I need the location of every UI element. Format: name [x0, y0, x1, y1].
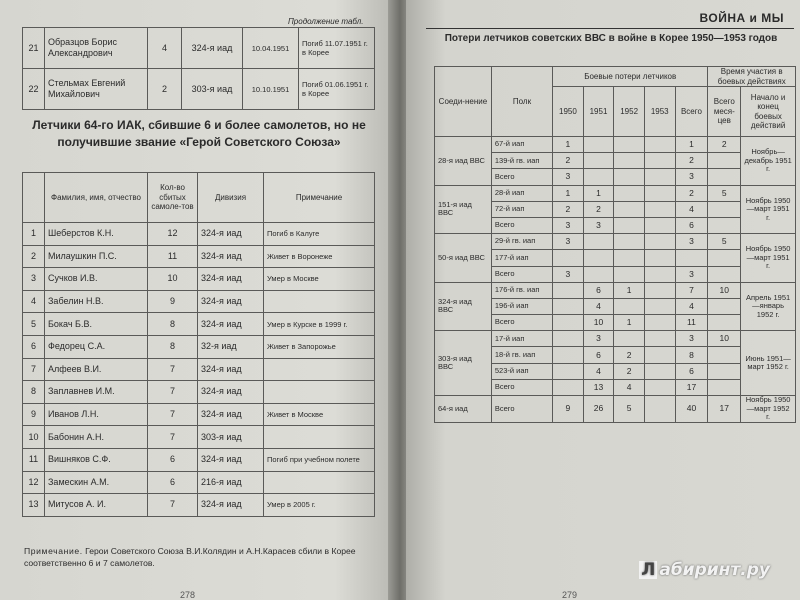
loss-y1953	[644, 234, 675, 250]
loss-y1951	[583, 169, 614, 185]
loss-total: 6	[675, 363, 708, 379]
pilot-name: Милаушкин П.С.	[45, 245, 148, 268]
table-row	[435, 185, 796, 201]
regiment-name: 177-й иап	[491, 250, 552, 266]
months-count	[708, 347, 741, 363]
months-count	[708, 298, 741, 314]
loss-total: 3	[675, 266, 708, 282]
loss-y1952	[614, 331, 645, 347]
months-count	[708, 250, 741, 266]
note-cell: Погиб 11.07.1951 г. в Корее	[299, 28, 375, 69]
row-number: 6	[23, 335, 45, 358]
award-date: 10.04.1951	[243, 28, 299, 69]
regiment-name: 523-й иап	[491, 363, 552, 379]
header-division: Дивизия	[198, 173, 264, 223]
regiment-name: Всего	[491, 396, 552, 423]
loss-y1951: 26	[583, 396, 614, 423]
right-page	[406, 0, 800, 600]
loss-total: 4	[675, 298, 708, 314]
award-date: 10.10.1951	[243, 69, 299, 110]
loss-y1950	[553, 363, 584, 379]
table-row	[23, 471, 375, 494]
loss-y1950: 1	[553, 137, 584, 153]
table-row	[23, 245, 375, 268]
table-row	[23, 290, 375, 313]
regiment-name: 17-й иап	[491, 331, 552, 347]
row-number: 7	[23, 358, 45, 381]
note-cell: Погиб при учебном полете	[264, 448, 375, 471]
unit-name: 303-я иад ВВС	[435, 331, 492, 396]
loss-total: 8	[675, 347, 708, 363]
regiment-name: Всего	[491, 315, 552, 331]
loss-y1951: 2	[583, 201, 614, 217]
loss-y1952: 4	[614, 379, 645, 395]
regiment-name: 67-й иап	[491, 137, 552, 153]
period-cell: Ноябрь 1950—март 1951 г.	[741, 185, 796, 234]
unit-name: 151-я иад ВВС	[435, 185, 492, 234]
months-count: 10	[708, 282, 741, 298]
regiment-name: 176-й гв. иап	[491, 282, 552, 298]
division: 32-я иад	[198, 335, 264, 358]
note-cell: Живет в Запорожье	[264, 335, 375, 358]
loss-y1950	[553, 250, 584, 266]
period-cell: Июнь 1951—март 1952 г.	[741, 331, 796, 396]
period-cell: Апрель 1951—январь 1952 г.	[741, 282, 796, 331]
loss-y1950: 2	[553, 153, 584, 169]
header-1953: 1953	[644, 87, 675, 137]
losses-table	[434, 66, 796, 423]
kills-count: 10	[148, 268, 198, 291]
unit-name: 324-я иад ВВС	[435, 282, 492, 331]
loss-y1952	[614, 201, 645, 217]
row-number: 2	[23, 245, 45, 268]
loss-y1952	[614, 153, 645, 169]
kills-count: 4	[148, 28, 182, 69]
months-count	[708, 201, 741, 217]
note-cell: Умер в Москве	[264, 268, 375, 291]
table-row	[23, 426, 375, 449]
loss-y1952	[614, 137, 645, 153]
kills-count: 7	[148, 426, 198, 449]
division: 324-я иад	[198, 223, 264, 246]
table-row	[435, 137, 796, 153]
row-number: 10	[23, 426, 45, 449]
loss-y1953	[644, 379, 675, 395]
table-row	[435, 396, 796, 423]
months-count	[708, 169, 741, 185]
division: 324-я иад	[198, 290, 264, 313]
loss-y1951: 6	[583, 347, 614, 363]
header-kills: Кол-во сбитых самоле-тов	[148, 173, 198, 223]
header-unit: Соеди-нение	[435, 67, 492, 137]
table-row	[23, 335, 375, 358]
regiment-name: 28-й иап	[491, 185, 552, 201]
footnote-text: Герои Советского Союза В.И.Колядин и А.Н.Карасев сбили в Корее соответственно 6 и 7 самолетов.	[24, 546, 356, 568]
loss-total: 6	[675, 217, 708, 233]
loss-y1953	[644, 201, 675, 217]
row-number: 8	[23, 381, 45, 404]
division: 303-я иад	[182, 69, 243, 110]
loss-y1950	[553, 282, 584, 298]
kills-count: 2	[148, 69, 182, 110]
running-header-text: ВОЙНА и МЫ	[699, 11, 784, 25]
regiment-name: 72-й иап	[491, 201, 552, 217]
loss-total: 3	[675, 169, 708, 185]
loss-y1952	[614, 250, 645, 266]
loss-y1951	[583, 153, 614, 169]
loss-y1951	[583, 266, 614, 282]
loss-y1951: 10	[583, 315, 614, 331]
months-count: 5	[708, 185, 741, 201]
table-row	[23, 381, 375, 404]
table-row	[435, 282, 796, 298]
regiment-name: Всего	[491, 217, 552, 233]
running-header	[426, 8, 794, 29]
pilot-name: Стельмах Евгений Михайлович	[45, 69, 148, 110]
loss-y1950	[553, 331, 584, 347]
kills-count: 6	[148, 448, 198, 471]
regiment-name: 196-й иап	[491, 298, 552, 314]
loss-y1952: 5	[614, 396, 645, 423]
loss-y1950	[553, 298, 584, 314]
loss-y1953	[644, 282, 675, 298]
header-total: Всего	[675, 87, 708, 137]
note-cell	[264, 381, 375, 404]
row-number: 4	[23, 290, 45, 313]
watermark-logo	[639, 560, 770, 580]
regiment-name: 18-й гв. иап	[491, 347, 552, 363]
pilot-name: Вишняков С.Ф.	[45, 448, 148, 471]
loss-y1952	[614, 217, 645, 233]
right-table-title: Потери летчиков советских ВВС в войне в Корее 1950—1953 годов	[444, 33, 778, 44]
row-number: 11	[23, 448, 45, 471]
table-row	[23, 448, 375, 471]
row-number: 12	[23, 471, 45, 494]
months-count	[708, 217, 741, 233]
continuation-table	[22, 27, 375, 110]
division: 324-я иад	[198, 358, 264, 381]
pilot-name: Забелин Н.В.	[45, 290, 148, 313]
row-number: 1	[23, 223, 45, 246]
loss-total: 40	[675, 396, 708, 423]
months-count	[708, 315, 741, 331]
loss-y1951: 1	[583, 185, 614, 201]
kills-count: 8	[148, 313, 198, 336]
loss-y1952: 2	[614, 363, 645, 379]
loss-y1953	[644, 298, 675, 314]
note-cell	[264, 290, 375, 313]
period-cell: Ноябрь 1950—март 1951 г.	[741, 234, 796, 283]
pilot-name: Алфеев В.И.	[45, 358, 148, 381]
loss-y1953	[644, 185, 675, 201]
section-title: Летчики 64-го ИАК, сбившие 6 и более самолетов, но не получившие звание «Герой Советского Союза»	[32, 118, 366, 149]
division: 324-я иад	[198, 448, 264, 471]
pilot-name: Бабонин А.Н.	[45, 426, 148, 449]
regiment-name: 139-й гв. иап	[491, 153, 552, 169]
row-number: 3	[23, 268, 45, 291]
loss-total: 17	[675, 379, 708, 395]
header-participation: Время участия в боевых действиях	[708, 67, 796, 87]
logo-text: абиринт.ру	[659, 560, 770, 580]
regiment-name: 29-й гв. иап	[491, 234, 552, 250]
months-count: 2	[708, 137, 741, 153]
loss-y1951: 4	[583, 363, 614, 379]
loss-y1953	[644, 266, 675, 282]
loss-y1951: 6	[583, 282, 614, 298]
pilot-name: Образцов Борис Александрович	[45, 28, 148, 69]
months-count: 17	[708, 396, 741, 423]
division: 216-я иад	[198, 471, 264, 494]
loss-total: 3	[675, 234, 708, 250]
regiment-name: Всего	[491, 266, 552, 282]
pilot-name: Заплавнев И.М.	[45, 381, 148, 404]
division: 303-я иад	[198, 426, 264, 449]
table-row	[23, 268, 375, 291]
pilot-name: Федорец С.А.	[45, 335, 148, 358]
loss-y1953	[644, 396, 675, 423]
pilot-name: Сучков И.В.	[45, 268, 148, 291]
kills-count: 11	[148, 245, 198, 268]
note-cell	[264, 426, 375, 449]
loss-y1953	[644, 363, 675, 379]
loss-y1952	[614, 298, 645, 314]
loss-y1953	[644, 250, 675, 266]
months-count	[708, 266, 741, 282]
table-row	[435, 234, 796, 250]
pilot-name: Бокач Б.В.	[45, 313, 148, 336]
loss-y1951	[583, 137, 614, 153]
row-number: 21	[23, 28, 45, 69]
division: 324-я иад	[198, 494, 264, 517]
division: 324-я иад	[198, 313, 264, 336]
loss-y1950	[553, 315, 584, 331]
loss-y1952: 1	[614, 315, 645, 331]
footnote-label: Примечание.	[24, 546, 83, 556]
loss-total: 1	[675, 137, 708, 153]
loss-y1950: 3	[553, 217, 584, 233]
header-name: Фамилия, имя, отчество	[45, 173, 148, 223]
note-cell: Живет в Москве	[264, 403, 375, 426]
table-row	[23, 403, 375, 426]
months-count: 10	[708, 331, 741, 347]
loss-y1953	[644, 331, 675, 347]
loss-total: 7	[675, 282, 708, 298]
loss-y1951: 13	[583, 379, 614, 395]
loss-y1953	[644, 347, 675, 363]
table-row	[435, 331, 796, 347]
months-count	[708, 153, 741, 169]
loss-y1952	[614, 185, 645, 201]
kills-count: 7	[148, 381, 198, 404]
note-cell: Живет в Воронеже	[264, 245, 375, 268]
note-cell	[264, 358, 375, 381]
loss-y1951	[583, 234, 614, 250]
row-number: 9	[23, 403, 45, 426]
table-row	[23, 28, 375, 69]
table-row	[23, 223, 375, 246]
pilot-name: Митусов А. И.	[45, 494, 148, 517]
row-number: 5	[23, 313, 45, 336]
left-page	[0, 0, 394, 600]
loss-y1950: 9	[553, 396, 584, 423]
loss-y1952: 1	[614, 282, 645, 298]
header-note: Примечание	[264, 173, 375, 223]
loss-y1952	[614, 266, 645, 282]
table-row	[23, 358, 375, 381]
loss-y1950	[553, 379, 584, 395]
loss-total: 2	[675, 153, 708, 169]
continuation-label: Продолжение табл.	[288, 17, 364, 26]
kills-count: 9	[148, 290, 198, 313]
regiment-name: Всего	[491, 169, 552, 185]
loss-y1950	[553, 347, 584, 363]
kills-count: 8	[148, 335, 198, 358]
table-row	[23, 69, 375, 110]
footnote	[24, 545, 374, 569]
division: 324-я иад	[198, 381, 264, 404]
header-1950: 1950	[553, 87, 584, 137]
loss-y1951	[583, 250, 614, 266]
note-cell: Умер в 2005 г.	[264, 494, 375, 517]
note-cell: Погиб в Калуге	[264, 223, 375, 246]
loss-y1951: 3	[583, 331, 614, 347]
note-cell: Погиб 01.06.1951 г. в Корее	[299, 69, 375, 110]
loss-y1951: 3	[583, 217, 614, 233]
kills-count: 7	[148, 494, 198, 517]
header-losses: Боевые потери летчиков	[553, 67, 708, 87]
kills-count: 12	[148, 223, 198, 246]
pilot-name: Замескин А.М.	[45, 471, 148, 494]
header-1951: 1951	[583, 87, 614, 137]
loss-y1953	[644, 315, 675, 331]
kills-count: 7	[148, 358, 198, 381]
division: 324-я иад	[198, 245, 264, 268]
months-count	[708, 379, 741, 395]
logo-mark: Л	[641, 560, 656, 580]
division: 324-я иад	[182, 28, 243, 69]
unit-name: 50-я иад ВВС	[435, 234, 492, 283]
loss-y1953	[644, 153, 675, 169]
pilot-name: Иванов Л.Н.	[45, 403, 148, 426]
pilots-table	[22, 172, 375, 517]
loss-total: 3	[675, 331, 708, 347]
loss-y1953	[644, 217, 675, 233]
kills-count: 6	[148, 471, 198, 494]
table-row	[23, 313, 375, 336]
unit-name: 28-я иад ВВС	[435, 137, 492, 186]
row-number: 22	[23, 69, 45, 110]
loss-total: 11	[675, 315, 708, 331]
loss-y1953	[644, 137, 675, 153]
header-period: Начало и конец боевых действий	[741, 87, 796, 137]
note-cell	[264, 471, 375, 494]
loss-y1950: 3	[553, 169, 584, 185]
loss-total: 2	[675, 185, 708, 201]
loss-total: 4	[675, 201, 708, 217]
loss-y1952: 2	[614, 347, 645, 363]
row-number: 13	[23, 494, 45, 517]
table-row	[23, 494, 375, 517]
period-cell: Ноябрь 1950—март 1952 г.	[741, 396, 796, 423]
note-cell: Умер в Курске в 1999 г.	[264, 313, 375, 336]
months-count: 5	[708, 234, 741, 250]
header-1952: 1952	[614, 87, 645, 137]
division: 324-я иад	[198, 403, 264, 426]
period-cell: Ноябрь—декабрь 1951 г.	[741, 137, 796, 186]
loss-y1950: 3	[553, 266, 584, 282]
header-num	[23, 173, 45, 223]
loss-total	[675, 250, 708, 266]
loss-y1950: 3	[553, 234, 584, 250]
months-count	[708, 363, 741, 379]
loss-y1950: 2	[553, 201, 584, 217]
loss-y1953	[644, 169, 675, 185]
regiment-name: Всего	[491, 379, 552, 395]
unit-name: 64-я иад	[435, 396, 492, 423]
kills-count: 7	[148, 403, 198, 426]
division: 324-я иад	[198, 268, 264, 291]
loss-y1952	[614, 169, 645, 185]
loss-y1951: 4	[583, 298, 614, 314]
page-number-left: 278	[180, 590, 196, 600]
header-regiment: Полк	[491, 67, 552, 137]
page-number-right: 279	[562, 590, 578, 600]
loss-y1950: 1	[553, 185, 584, 201]
loss-y1952	[614, 234, 645, 250]
pilot-name: Шеберстов К.Н.	[45, 223, 148, 246]
header-months: Всего меся-цев	[708, 87, 741, 137]
